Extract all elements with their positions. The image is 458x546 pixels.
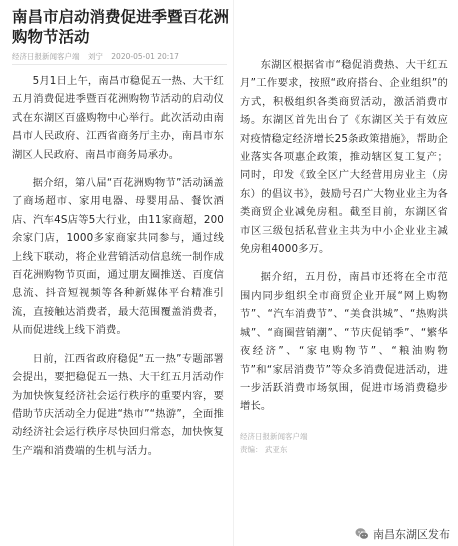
article-title: 南昌市启动消费促进季暨百花洲购物节活动 (12, 8, 230, 46)
paragraph: 东湖区根据省市“稳促消费热、大干红五月”工作要求，按照“政府搭台、企业组织”的方式，积极组织各类商贸活动，激活消费市场。东湖区首先出台了《东湖区关于有效应对疫情稳定经济增长25条政策措施》，帮助企业落实各项惠企政策，推动辖区复工复产；同时，印发《致全区广大经营用房业主（房东）的倡议书》，鼓励号召广大物业业主为各类商贸企业减免房租。截至目前，东湖区省市区三级包括私营业主共为中小企业业主减免房租4000多万。 (240, 59, 448, 256)
paragraph: 日前，江西省政府稳促“五一热”专题部署会提出，要把稳促五一热、大干红五月活动作为加快恢复经济社会运行秩序的重要内容，要借助节庆活动全力促进“热市”“热游”，全面推动经济社会运行秩序尽快回归常态，加快恢复生产端和消费端的生机与活力。 (12, 352, 224, 457)
meta-author: 刘宁 (87, 52, 103, 61)
watermark (355, 526, 450, 542)
column-divider (233, 0, 234, 546)
article-meta (12, 51, 232, 62)
header-divider (12, 64, 227, 65)
paragraph: 据介绍，五月份，南昌市还将在全市范围内同步组织全市商贸企业开展“网上购物节”、“汽车消费节”、“美食洪城”、“热购洪城”、“商圈营销潮”、“节庆促销季”、“繁华夜经济”、“家电购物节”、“粮油购物节”和“家居消费节”等众多消费促进活动，进一步活跃消费市场氛围，促进市场消费稳步增长。 (240, 271, 448, 413)
watermark-text: 南昌东湖区发布 (373, 528, 450, 541)
left-column (12, 72, 224, 470)
paragraph: 据介绍，第八届“百花洲购物节”活动涵盖了商场超市、家用电器、母婴用品、餐饮酒店、汽车4S店等5大行业，由11家商超，200余家门店，1000多家商家共同参与，通过线上线下联动，将企业营销活动信息统一制作成百花洲购物节页面，通过朋友圈推送、百度信息流、抖音短视频等各种新媒体平台精准引流，直接触达消费者，最大范围覆盖消费者，从而促进线上线下消费。 (12, 177, 224, 337)
meta-time: 2020-05-01 20:17 (111, 52, 179, 61)
editor-line: 责编： 武亚东 (240, 444, 288, 454)
wechat-icon (355, 527, 369, 541)
source-line: 经济日报新闻客户端 (240, 431, 308, 441)
meta-source: 经济日报新闻客户端 (12, 52, 80, 61)
paragraph: 5月1日上午，南昌市稳促五一热、大干红五月消费促进季暨百花洲购物节活动的启动仪式在东湖区百盛购物中心举行。此次活动由南昌市人民政府、江西省商务厅主办，南昌市东湖区人民政府、南昌市商务局承办。 (12, 75, 224, 161)
right-column (240, 56, 448, 456)
